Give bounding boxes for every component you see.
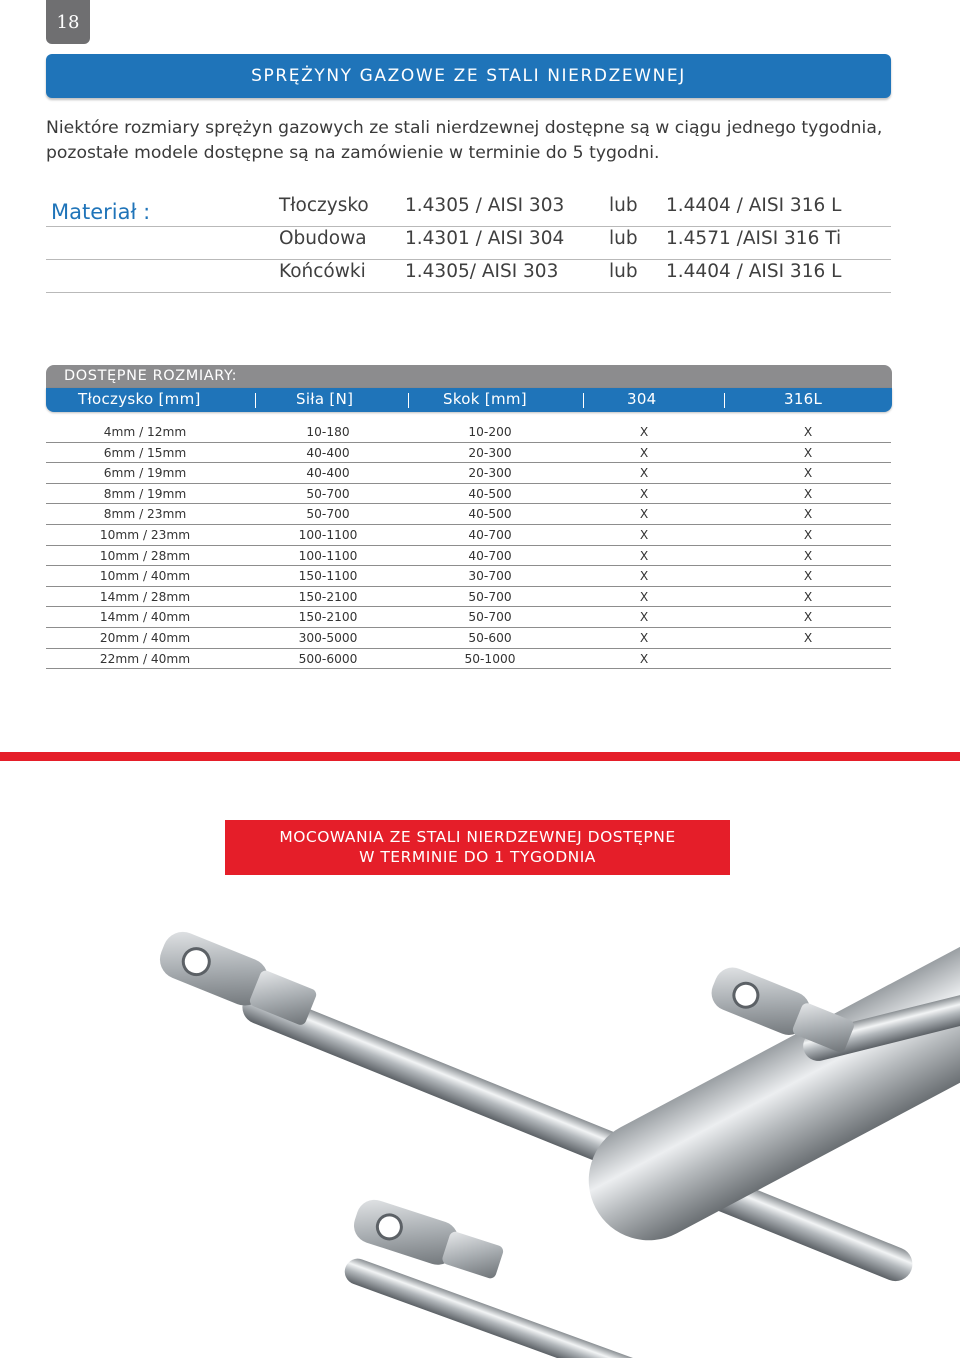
- gas-springs-photo: [150, 925, 960, 1358]
- cell-316l: X: [803, 507, 813, 522]
- table-row: [46, 525, 891, 546]
- col-header-rod: Tłoczysko [mm]: [78, 390, 201, 408]
- cell-stroke: 40-700: [468, 548, 512, 563]
- cell-316l: X: [803, 589, 813, 604]
- material-part: Końcówki: [279, 261, 366, 282]
- cell-stroke: 50-1000: [464, 651, 516, 666]
- cell-304: X: [639, 569, 649, 584]
- header-separator: [408, 393, 409, 408]
- cell-force: 300-5000: [298, 630, 358, 645]
- cell-force: 150-1100: [298, 569, 358, 584]
- cell-316l: X: [803, 466, 813, 481]
- cell-force: 40-400: [306, 445, 350, 460]
- cell-force: 50-700: [306, 486, 350, 501]
- cell-304: X: [639, 651, 649, 666]
- cell-stroke: 20-300: [468, 466, 512, 481]
- material-label: Materiał :: [51, 200, 151, 224]
- table-row: [46, 504, 891, 525]
- cell-316l: X: [803, 425, 813, 439]
- cell-304: X: [639, 630, 649, 645]
- table-row: [46, 566, 891, 587]
- col-header-316l: 316L: [784, 390, 823, 408]
- red-divider: [0, 752, 960, 761]
- mounting-note-line-2: W TERMINIE DO 1 TYGODNIA: [359, 848, 596, 866]
- cell-rod: 10mm / 28mm: [99, 548, 191, 563]
- cell-316l: X: [803, 527, 813, 542]
- cell-304: X: [639, 610, 649, 625]
- cell-316l: X: [803, 445, 813, 460]
- cell-force: 150-2100: [298, 589, 358, 604]
- cell-rod: 6mm / 15mm: [103, 445, 187, 460]
- material-row: [46, 259, 891, 293]
- cell-stroke: 20-300: [468, 445, 512, 460]
- material-grade-1: 1.4305/ AISI 303: [405, 261, 559, 282]
- cell-force: 100-1100: [298, 527, 358, 542]
- sizes-tab: [46, 365, 892, 389]
- table-row: [46, 649, 891, 670]
- cell-304: X: [639, 548, 649, 563]
- table-row: [46, 628, 891, 649]
- table-row: [46, 463, 891, 484]
- cell-304: X: [639, 486, 649, 501]
- cell-316l: X: [803, 610, 813, 625]
- page-number: 18: [46, 0, 90, 44]
- cell-316l: X: [803, 630, 813, 645]
- table-row: [46, 546, 891, 567]
- cell-rod: 14mm / 28mm: [99, 589, 191, 604]
- cell-rod: 6mm / 19mm: [103, 466, 187, 481]
- material-grade-1: 1.4305 / AISI 303: [405, 195, 565, 216]
- intro-text: Niektóre rozmiary sprężyn gazowych ze stali nierdzewnej dostępne są w ciągu jednego tygodnia, pozostałe modele dostępne są na zamówienie w terminie do 5 tygodni.: [46, 118, 883, 163]
- material-grade-2: 1.4404 / AISI 316 L: [666, 261, 842, 282]
- material-or: lub: [609, 195, 638, 216]
- cell-stroke: 30-700: [468, 569, 512, 584]
- cell-304: X: [639, 466, 649, 481]
- cell-stroke: 40-500: [468, 486, 512, 501]
- col-header-304: 304: [627, 390, 657, 408]
- cell-force: 150-2100: [298, 610, 358, 625]
- cell-304: X: [639, 425, 649, 439]
- mounting-note-line-1: MOCOWANIA ZE STALI NIERDZEWNEJ DOSTĘPNE: [279, 828, 676, 846]
- material-part: Tłoczysko: [279, 195, 369, 216]
- col-header-stroke: Skok [mm]: [443, 390, 527, 408]
- cell-rod: 8mm / 23mm: [103, 507, 187, 522]
- table-row: [46, 607, 891, 628]
- cell-rod: 22mm / 40mm: [99, 651, 191, 666]
- header-separator: [255, 393, 256, 408]
- col-header-force: Siła [N]: [296, 390, 354, 408]
- material-row: [46, 193, 891, 227]
- sizes-table-header: [46, 388, 892, 412]
- gas-spring-front: [341, 925, 960, 1358]
- table-row: [46, 443, 891, 464]
- sizes-table-body: [46, 422, 891, 669]
- cell-stroke: 50-700: [468, 589, 512, 604]
- cell-rod: 10mm / 40mm: [99, 569, 191, 584]
- cell-304: X: [639, 445, 649, 460]
- material-grade-2: 1.4404 / AISI 316 L: [666, 195, 842, 216]
- material-row: [46, 226, 891, 260]
- material-grade-1: 1.4301 / AISI 304: [405, 228, 565, 249]
- header-separator: [724, 393, 725, 408]
- cell-316l: X: [803, 548, 813, 563]
- cell-304: X: [639, 507, 649, 522]
- cell-rod: 14mm / 40mm: [99, 610, 191, 625]
- table-row: [46, 587, 891, 608]
- mounting-note: [225, 820, 730, 875]
- material-grade-2: 1.4571 /AISI 316 Ti: [666, 228, 842, 249]
- cell-rod: 10mm / 23mm: [99, 527, 191, 542]
- material-or: lub: [609, 261, 638, 282]
- cell-stroke: 50-600: [468, 630, 512, 645]
- cell-force: 500-6000: [298, 651, 358, 666]
- table-row: [46, 484, 891, 505]
- cell-force: 40-400: [306, 466, 350, 481]
- cell-rod: 20mm / 40mm: [99, 630, 191, 645]
- material-part: Obudowa: [279, 228, 367, 249]
- cell-rod: 8mm / 19mm: [103, 486, 187, 501]
- material-or: lub: [609, 228, 638, 249]
- cell-304: X: [639, 527, 649, 542]
- sizes-tab-label: DOSTĘPNE ROZMIARY:: [64, 368, 238, 384]
- cell-force: 100-1100: [298, 548, 358, 563]
- table-row: [46, 422, 891, 443]
- cell-stroke: 40-700: [468, 527, 512, 542]
- cell-stroke: 10-200: [468, 425, 512, 439]
- cell-316l: X: [803, 569, 813, 584]
- cell-stroke: 50-700: [468, 610, 512, 625]
- cell-rod: 4mm / 12mm: [103, 425, 187, 439]
- cell-304: X: [639, 589, 649, 604]
- cell-force: 10-180: [306, 425, 350, 439]
- section-title: SPRĘŻYNY GAZOWE ZE STALI NIERDZEWNEJ: [46, 54, 891, 98]
- cell-stroke: 40-500: [468, 507, 512, 522]
- header-separator: [583, 393, 584, 408]
- cell-316l: X: [803, 486, 813, 501]
- cell-force: 50-700: [306, 507, 350, 522]
